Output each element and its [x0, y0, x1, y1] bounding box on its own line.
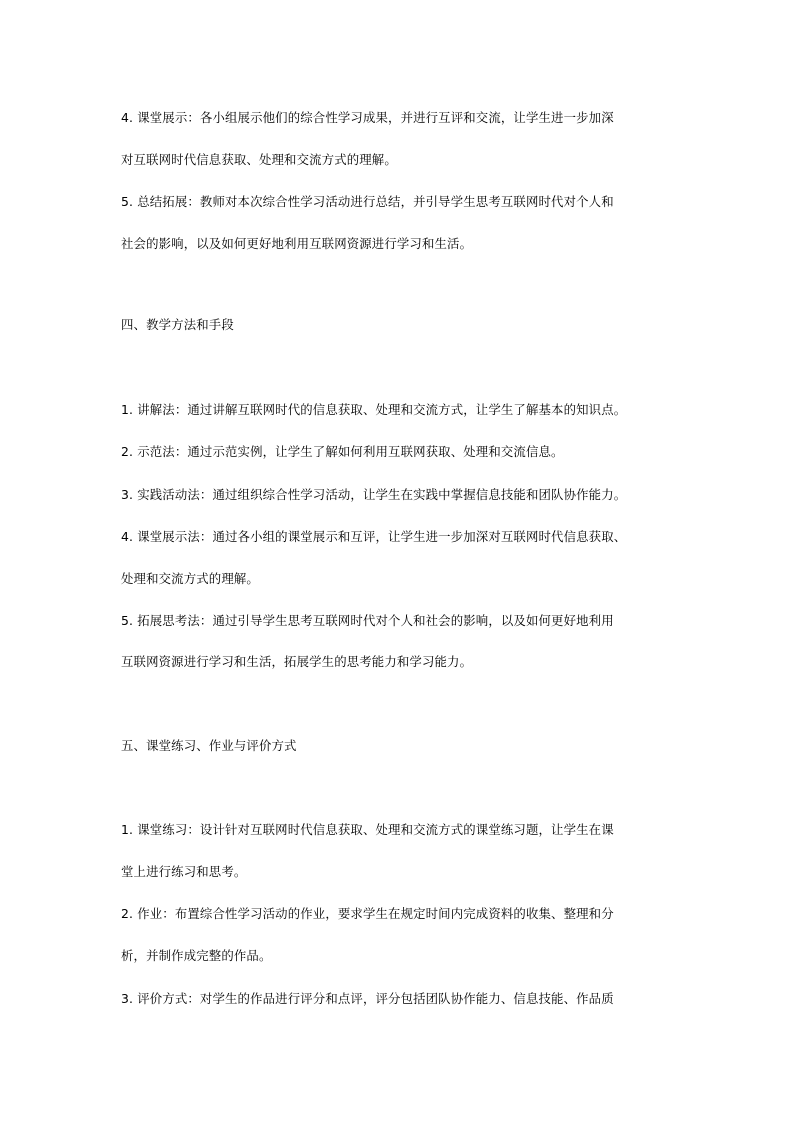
paragraph-line: 处理和交流方式的理解。 — [121, 571, 259, 586]
paragraph-line: 5. 总结拓展：教师对本次综合性学习活动进行总结，并引导学生思考互联网时代对个人和 — [121, 194, 614, 209]
paragraph-line: 1. 讲解法：通过讲解互联网时代的信息获取、处理和交流方式，让学生了解基本的知识点。 — [121, 402, 627, 417]
paragraph-line: 社会的影响，以及如何更好地利用互联网资源进行学习和生活。 — [121, 236, 473, 251]
paragraph-line: 3. 评价方式：对学生的作品进行评分和点评，评分包括团队协作能力、信息技能、作品质 — [121, 991, 614, 1006]
paragraph-line: 互联网资源进行学习和生活，拓展学生的思考能力和学习能力。 — [121, 654, 473, 669]
paragraph-line: 对互联网时代信息获取、处理和交流方式的理解。 — [121, 152, 397, 167]
paragraph-line: 5. 拓展思考法：通过引导学生思考互联网时代对个人和社会的影响，以及如何更好地利用 — [121, 613, 614, 628]
paragraph-line: 析，并制作成完整的作品。 — [121, 948, 272, 963]
paragraph-line: 2. 作业：布置综合性学习活动的作业，要求学生在规定时间内完成资料的收集、整理和分 — [121, 906, 614, 921]
paragraph-line: 堂上进行练习和思考。 — [121, 864, 247, 879]
paragraph-line: 3. 实践活动法：通过组织综合性学习活动，让学生在实践中掌握信息技能和团队协作能力。 — [121, 487, 627, 502]
section-heading: 四、教学方法和手段 — [121, 317, 234, 332]
paragraph-line: 4. 课堂展示法：通过各小组的课堂展示和互评，让学生进一步加深对互联网时代信息获取、 — [121, 529, 627, 544]
paragraph-line: 2. 示范法：通过示范实例，让学生了解如何利用互联网获取、处理和交流信息。 — [121, 444, 564, 459]
section-heading: 五、课堂练习、作业与评价方式 — [121, 738, 297, 753]
paragraph-line: 1. 课堂练习：设计针对互联网时代信息获取、处理和交流方式的课堂练习题，让学生在课 — [121, 822, 614, 837]
paragraph-line: 4. 课堂展示：各小组展示他们的综合性学习成果，并进行互评和交流，让学生进一步加深 — [121, 110, 614, 125]
